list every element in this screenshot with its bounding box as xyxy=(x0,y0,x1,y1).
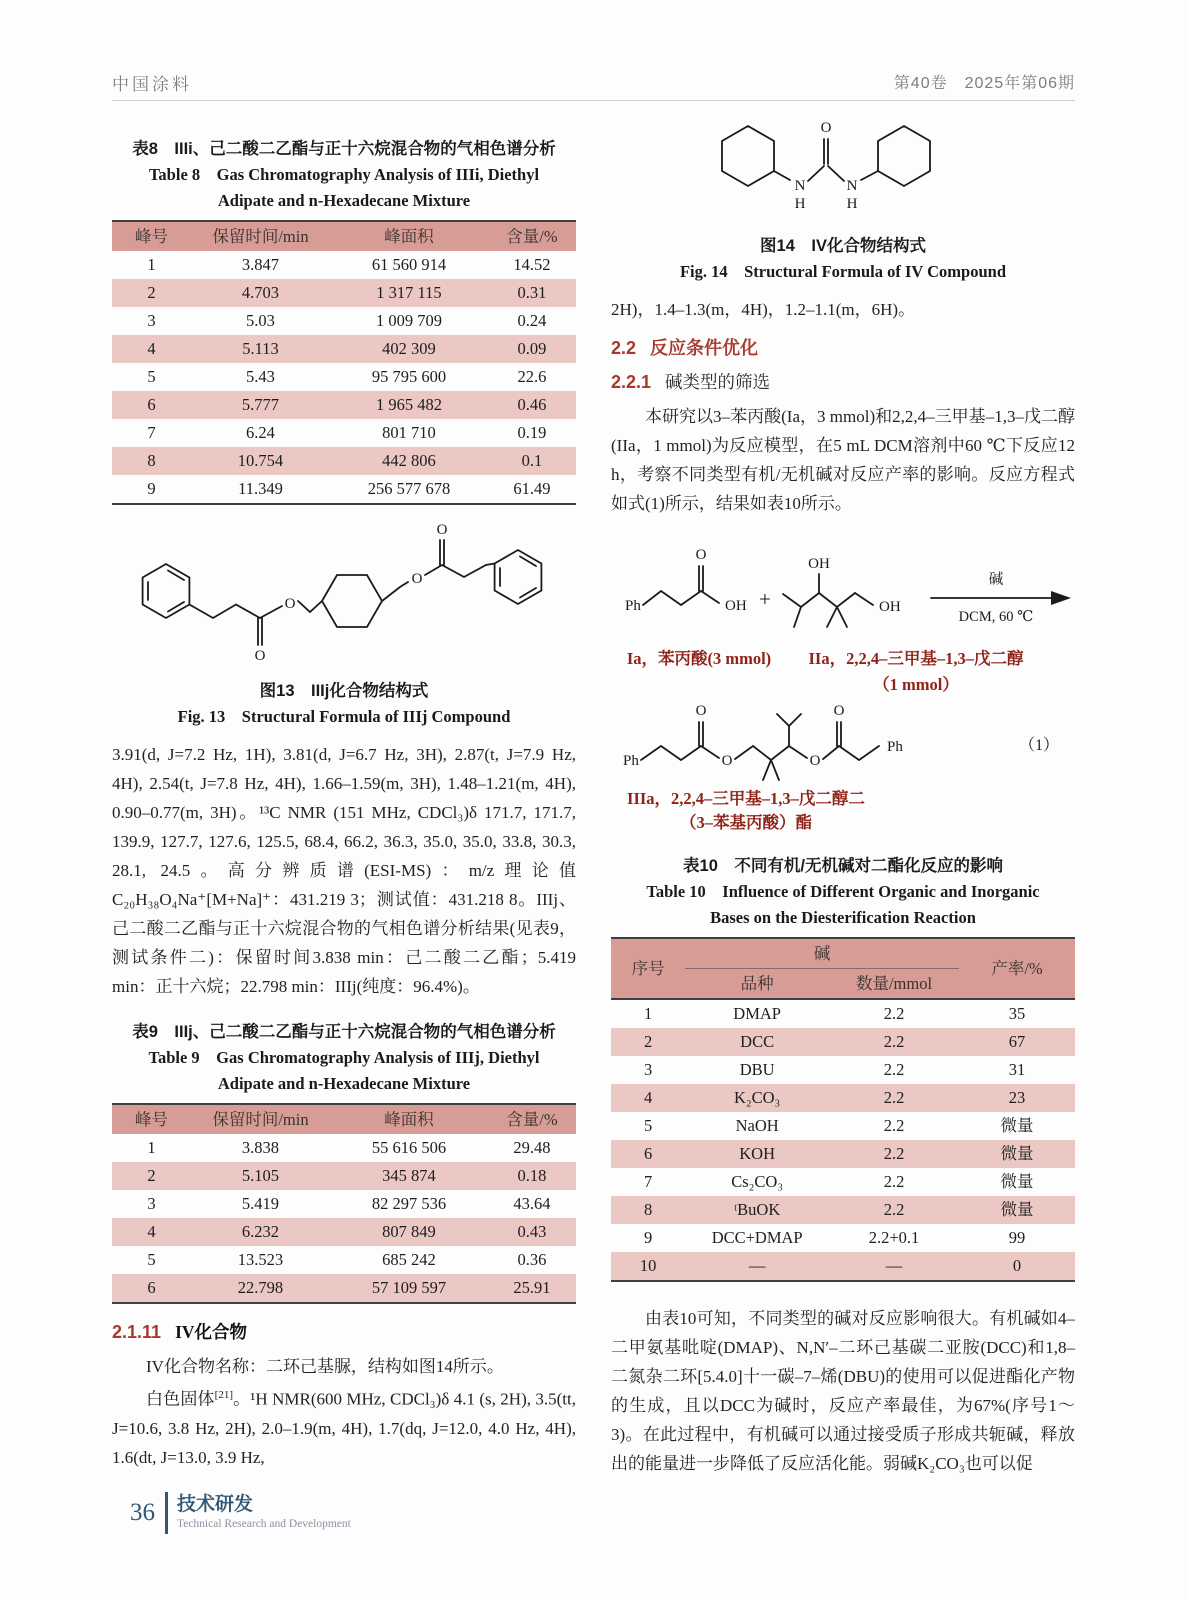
table-cell: 23 xyxy=(1008,1088,1026,1107)
discussion-paragraph: 由表10可知，不同类型的碱对反应影响很大。有机碱如4–二甲氨基吡啶(DMAP)、N,N′–二环己基碳二亚胺(DCC)和1,8–二氮杂二环[5.4.0]十一碳–7–烯(DBU)的使用可以促进酯化产物的生成，且以DCC为碱时，反应产率最佳，为67%(序号1～3)。在此过程中，有机碱可以通过接受质子形成共轭碱，释放出的能量进一步降低了反应活化能。弱碱K₂CO₃也可以促 xyxy=(611,1309,1075,1473)
table-cell: 微量 xyxy=(1000,1144,1034,1163)
fig13-o-carbonyl-left: O xyxy=(254,648,266,664)
table9-title-en1: Table 9 Gas Chromatography Analysis of IIIj, Diethyl xyxy=(148,1048,540,1067)
table8-header-row xyxy=(112,221,576,251)
table9-title-en2: Adipate and n-Hexadecane Mixture xyxy=(217,1074,471,1093)
table-row xyxy=(112,1162,576,1190)
table-cell: 2.2 xyxy=(883,1060,905,1079)
table-cell: 2.2 xyxy=(883,1144,905,1163)
fig13-o-ester-right: O xyxy=(411,571,423,587)
table-row xyxy=(112,1218,576,1246)
table10-title-cn: 表10 不同有机/无机碱对二酯化反应的影响 xyxy=(683,857,1003,875)
table-cell: 5 xyxy=(147,367,156,386)
table-cell: KOH xyxy=(739,1144,776,1163)
label-ia: Ia，苯丙酸(3 mmol) xyxy=(626,649,772,668)
base-screening-paragraph: 本研究以3–苯丙酸(Ia，3 mmol)和2,2,4–三甲基–1,3–戊二醇(IIa，1 mmol)为反应模型，在5 mL DCM溶剂中60 ℃下反应12 h，考察不同类型有机/无机碱对反应产率的影响。反应方程式如式(1)所示，结果如表10所示。 xyxy=(611,407,1075,513)
table-cell: 0.18 xyxy=(517,1166,547,1185)
volume-issue: 第40卷 2025年第06期 xyxy=(893,75,1075,92)
table-cell: 6.24 xyxy=(246,423,275,442)
table-cell: 10 xyxy=(639,1256,657,1275)
table-cell: DMAP xyxy=(733,1004,781,1023)
table8-col-retention: 保留时间/min xyxy=(191,221,330,251)
fig14-caption-en: Fig. 14 Structural Formula of IV Compound xyxy=(679,262,1007,281)
table-cell: 2.2 xyxy=(883,1200,905,1219)
table-cell: DCC+DMAP xyxy=(711,1228,803,1247)
table-cell: 2 xyxy=(147,283,156,302)
table9-col-area: 峰面积 xyxy=(330,1104,488,1134)
table8-title-en1: Table 8 Gas Chromatography Analysis of IIIi, Diethyl xyxy=(148,165,540,184)
scheme-ph-label: Ph xyxy=(623,753,639,769)
table-cell: 微量 xyxy=(1000,1200,1034,1219)
table10-col-base: 碱 xyxy=(685,938,959,969)
table-cell: 4.703 xyxy=(241,283,280,302)
table-cell: 2.2 xyxy=(883,1088,905,1107)
table-cell: 2.2 xyxy=(883,1172,905,1191)
scheme-o-label: O xyxy=(721,753,733,769)
page-footer xyxy=(130,1492,351,1534)
table-cell: 0.43 xyxy=(517,1222,547,1241)
table-cell: 14.52 xyxy=(513,255,551,274)
table-row xyxy=(611,1140,1075,1168)
table-cell: 99 xyxy=(1008,1228,1026,1247)
fig14-structure xyxy=(693,112,993,224)
table-cell: 5.105 xyxy=(241,1166,280,1185)
table-cell: 2.2+0.1 xyxy=(868,1228,920,1247)
table9-title-cn: 表9 IIIj、己二酸二乙酯与正十六烷混合物的气相色谱分析 xyxy=(132,1023,556,1041)
table-cell: 29.48 xyxy=(513,1138,551,1157)
table8-title-cn: 表8 IIIi、己二酸二乙酯与正十六烷混合物的气相色谱分析 xyxy=(132,140,556,158)
table-cell: 2 xyxy=(147,1166,156,1185)
table8 xyxy=(112,220,576,505)
table-cell: 5.419 xyxy=(241,1194,280,1213)
table10-title-en2: Bases on the Diesterification Reaction xyxy=(710,908,976,927)
fig13-caption-cn: 图13 IIIj化合物结构式 xyxy=(259,682,429,700)
table-cell: 3 xyxy=(643,1060,653,1079)
scheme-o-label: O xyxy=(833,703,845,719)
continuation-paragraph: 2H)，1.4–1.3(m，4H)，1.2–1.1(m，6H)。 xyxy=(611,300,916,319)
table-cell: 微量 xyxy=(1000,1116,1034,1135)
table-cell: 13.523 xyxy=(237,1250,284,1269)
table-row xyxy=(611,1084,1075,1112)
table-cell: 0.46 xyxy=(517,395,547,414)
table-cell: 0 xyxy=(1012,1256,1022,1275)
table-row xyxy=(112,475,576,504)
table-cell: 95 795 600 xyxy=(371,367,447,386)
table-row xyxy=(611,1252,1075,1281)
table-cell: 8 xyxy=(643,1200,653,1219)
table-cell: 3.847 xyxy=(241,255,280,274)
table-cell: 22.798 xyxy=(237,1278,284,1297)
fig13-o-carbonyl-right: O xyxy=(436,522,448,538)
header-divider xyxy=(112,100,1075,101)
table-cell: K₂CO₃ xyxy=(733,1088,781,1107)
scheme-oh-label: OH xyxy=(808,556,830,572)
table-cell: 67 xyxy=(1008,1032,1026,1051)
section-number: 2.1.11 xyxy=(112,1322,162,1342)
table-cell: 807 849 xyxy=(382,1222,436,1241)
table-row xyxy=(112,391,576,419)
table-row xyxy=(112,251,576,279)
table-cell: 1 xyxy=(147,1138,156,1157)
fig14-h-left: H xyxy=(794,196,806,212)
table-cell: 57 109 597 xyxy=(371,1278,447,1297)
table-cell: 43.64 xyxy=(513,1194,551,1213)
table-cell: 685 242 xyxy=(382,1250,436,1269)
section-2-2-1 xyxy=(611,368,1075,398)
table-cell: 256 577 678 xyxy=(367,479,451,498)
table-row xyxy=(611,1168,1075,1196)
plus-sign: + xyxy=(759,587,771,611)
footer-section xyxy=(177,1494,351,1532)
table9 xyxy=(112,1103,576,1304)
table-cell: 3 xyxy=(147,311,156,330)
table-cell: 2.2 xyxy=(883,1004,905,1023)
scheme-ph-label: Ph xyxy=(887,739,903,755)
table-cell: 61 560 914 xyxy=(371,255,447,274)
fig14-n-right: N xyxy=(846,178,858,194)
table-row xyxy=(112,307,576,335)
section-2-2 xyxy=(611,334,1075,364)
fig14 xyxy=(611,112,1075,285)
scheme-o-label: O xyxy=(695,703,707,719)
iv-nmr-paragraph xyxy=(112,1381,576,1472)
table-row xyxy=(112,279,576,307)
scheme-solvent-condition: DCM, 60 ℃ xyxy=(958,609,1034,625)
footer-section-cn: 技术研发 xyxy=(177,1494,254,1515)
table-cell: 10.754 xyxy=(237,451,284,470)
table-cell: 3.838 xyxy=(241,1138,280,1157)
table-cell: 345 874 xyxy=(382,1166,436,1185)
table-cell: 1 xyxy=(643,1004,653,1023)
table-cell: 4 xyxy=(147,339,156,358)
table8-col-area: 峰面积 xyxy=(330,221,488,251)
table-row xyxy=(112,419,576,447)
scheme-o-label: O xyxy=(809,753,821,769)
table-cell: 7 xyxy=(147,423,156,442)
table-cell: 402 309 xyxy=(382,339,436,358)
table-cell: DCC xyxy=(740,1032,775,1051)
section-2-1-11 xyxy=(112,1318,576,1348)
table9-col-peak: 峰号 xyxy=(112,1104,191,1134)
table8-col-peak: 峰号 xyxy=(112,221,191,251)
table-cell: 3 xyxy=(147,1194,156,1213)
table-cell: 25.91 xyxy=(513,1278,551,1297)
left-column xyxy=(112,126,576,1472)
table-cell: 0.19 xyxy=(517,423,547,442)
table-cell: 5.03 xyxy=(246,311,275,330)
table-cell: 31 xyxy=(1008,1060,1026,1079)
table-row xyxy=(112,447,576,475)
page-number: 36 xyxy=(130,1499,155,1526)
table-row xyxy=(112,1246,576,1274)
table-cell: 801 710 xyxy=(382,423,436,442)
table-cell: DBU xyxy=(739,1060,775,1079)
table-cell: 9 xyxy=(643,1228,653,1247)
table-cell: 1 009 709 xyxy=(375,311,442,330)
label-iiia-1: IIIa，2,2,4–三甲基–1,3–戊二醇二 xyxy=(627,789,865,808)
table9-header-row xyxy=(112,1104,576,1134)
footer-divider-bar xyxy=(165,1492,168,1534)
section-title: 反应条件优化 xyxy=(650,338,759,358)
right-column xyxy=(611,112,1075,1478)
table-cell: 1 xyxy=(147,255,156,274)
section-number: 2.2 xyxy=(611,338,637,358)
iv-name-paragraph: IV化合物名称：二环己基脲，结构如图14所示。 xyxy=(146,1357,504,1376)
table-row xyxy=(611,1028,1075,1056)
footer-section-en: Technical Research and Development xyxy=(177,1518,351,1530)
fig14-n-left: N xyxy=(794,178,806,194)
fig13 xyxy=(112,519,576,730)
table-cell: 4 xyxy=(643,1088,653,1107)
table-cell: 5 xyxy=(643,1116,653,1135)
table8-title-en2: Adipate and n-Hexadecane Mixture xyxy=(217,191,471,210)
table-cell: 6 xyxy=(147,395,156,414)
table-cell: 5 xyxy=(147,1250,156,1269)
table-row xyxy=(112,335,576,363)
table-cell: 0.1 xyxy=(521,451,543,470)
table-row xyxy=(611,1224,1075,1252)
table-row xyxy=(112,1134,576,1162)
scheme-base-condition: 碱 xyxy=(988,572,1004,588)
table-cell: 55 616 506 xyxy=(371,1138,447,1157)
label-iia-2: （1 mmol） xyxy=(873,675,959,694)
section-title: IV化合物 xyxy=(175,1322,248,1342)
table10-col-amount: 数量/mmol xyxy=(829,969,959,1000)
table-cell: 6 xyxy=(643,1144,653,1163)
table-cell: 5.113 xyxy=(242,339,279,358)
table-cell: 8 xyxy=(147,451,156,470)
table9-col-content: 含量/% xyxy=(488,1104,576,1134)
table-cell: 35 xyxy=(1008,1004,1026,1023)
reference-21: [21] xyxy=(214,1389,233,1401)
table-cell: 61.49 xyxy=(513,479,551,498)
table-cell: NaOH xyxy=(735,1116,779,1135)
table-cell: 2 xyxy=(643,1032,653,1051)
table10-header-row1 xyxy=(611,938,1075,969)
table10-col-yield: 产率/% xyxy=(959,938,1075,999)
fig13-structure xyxy=(124,519,564,669)
table-cell: 7 xyxy=(643,1172,653,1191)
label-iiia-2: （3–苯基丙酸）酯 xyxy=(680,813,812,832)
equation-number: （1） xyxy=(1018,737,1060,754)
table-cell: 9 xyxy=(147,479,156,498)
table9-col-retention: 保留时间/min xyxy=(191,1104,330,1134)
scheme-o-label: O xyxy=(695,547,707,563)
table-cell: — xyxy=(748,1256,766,1275)
scheme-oh-label: OH xyxy=(725,598,747,614)
table10 xyxy=(611,937,1075,1282)
table-cell: 0.31 xyxy=(517,283,547,302)
scheme-ph-label: Ph xyxy=(625,598,641,614)
table-row xyxy=(611,1112,1075,1140)
scheme-oh-label: OH xyxy=(879,599,901,615)
table10-title-en1: Table 10 Influence of Different Organic and Inorganic xyxy=(646,882,1040,901)
table-cell: 5.43 xyxy=(246,367,275,386)
table10-col-no: 序号 xyxy=(611,938,685,999)
table-cell: 0.09 xyxy=(517,339,547,358)
reaction-scheme xyxy=(611,526,1075,834)
table-row xyxy=(112,1190,576,1218)
page-header xyxy=(112,70,1075,95)
table-row xyxy=(611,1056,1075,1084)
fig14-h-right: H xyxy=(846,196,858,212)
table-cell: 微量 xyxy=(1000,1172,1034,1191)
table-cell: 4 xyxy=(147,1222,156,1241)
table-cell: 1 317 115 xyxy=(376,283,442,302)
iv-nmr-text: 白色固体 xyxy=(146,1389,215,1409)
fig13-caption-en: Fig. 13 Structural Formula of IIIj Compound xyxy=(177,707,511,726)
table-cell: 6 xyxy=(147,1278,156,1297)
section-title: 碱类型的筛选 xyxy=(665,372,771,392)
table10-col-kind: 品种 xyxy=(685,969,829,1000)
table-cell: 0.36 xyxy=(517,1250,547,1269)
table-cell: 6.232 xyxy=(241,1222,280,1241)
fig13-o-ester-left: O xyxy=(284,596,296,612)
iv-nmr-text-rest: 。¹H NMR(600 MHz, CDCl₃)δ 4.1 (s, 2H), 3.5(tt, J=10.6, 3.8 Hz, 2H), 2.0–1.9(m, 4H), 1.7(dq, J=12.0, 4.0 Hz, 4H), 1.6(dt, J=13.0, 3.9 Hz, xyxy=(112,1389,576,1467)
fig14-o-carbonyl: O xyxy=(820,120,832,136)
table-row xyxy=(611,999,1075,1028)
table-cell: 2.2 xyxy=(883,1032,905,1051)
table-cell: 1 965 482 xyxy=(375,395,442,414)
table-cell: ᵗBuOK xyxy=(734,1200,781,1219)
table-cell: 2.2 xyxy=(883,1116,905,1135)
table-cell: 11.349 xyxy=(238,479,283,498)
table-row xyxy=(112,363,576,391)
section-number: 2.2.1 xyxy=(611,372,652,392)
table-cell: 0.24 xyxy=(517,311,547,330)
table-cell: 5.777 xyxy=(241,395,280,414)
table8-col-content: 含量/% xyxy=(488,221,576,251)
table-row xyxy=(112,1274,576,1303)
table-row xyxy=(611,1196,1075,1224)
table-cell: 22.6 xyxy=(517,367,547,386)
label-iia-1: IIa，2,2,4–三甲基–1,3–戊二醇 xyxy=(808,649,1024,668)
nmr-paragraph: 3.91(d, J=7.2 Hz, 1H), 3.81(d, J=6.7 Hz, 3H), 2.87(t, J=7.9 Hz, 4H), 2.54(t, J=7.8 Hz, 4H), 1.66–1.59(m, 3H), 1.48–1.21(m, 4H), 0.90–0.77(m, 3H)。¹³C NMR (151 MHz, CDCl₃)δ 171.7, 171.7, 139.9, 127.7, 127.6, 125.5, 68.4, 66.2, 36.3, 35.0, 35.0, 33.8, 30.3, 28.1, 24.5。高分辨质谱(ESI-MS)：m/z理论值C₂₀H₃₈O₄Na⁺[M+Na]⁺：431.219 3；测试值：431.218 8。IIIj、己二酸二乙酯与正十六烷混合物的气相色谱分析结果(见表9，测试条件二)：保留时间3.838 min：己二酸二乙酯；5.419 min：正十六烷；22.798 min：IIIj(纯度：96.4%)。 xyxy=(112,745,576,996)
table-cell: 82 297 536 xyxy=(371,1194,447,1213)
journal-name: 中国涂料 xyxy=(112,75,192,94)
table-cell: 442 806 xyxy=(382,451,436,470)
table-cell: — xyxy=(885,1256,903,1275)
table-cell: Cs₂CO₃ xyxy=(731,1172,784,1191)
fig14-caption-cn: 图14 IV化合物结构式 xyxy=(760,237,926,255)
